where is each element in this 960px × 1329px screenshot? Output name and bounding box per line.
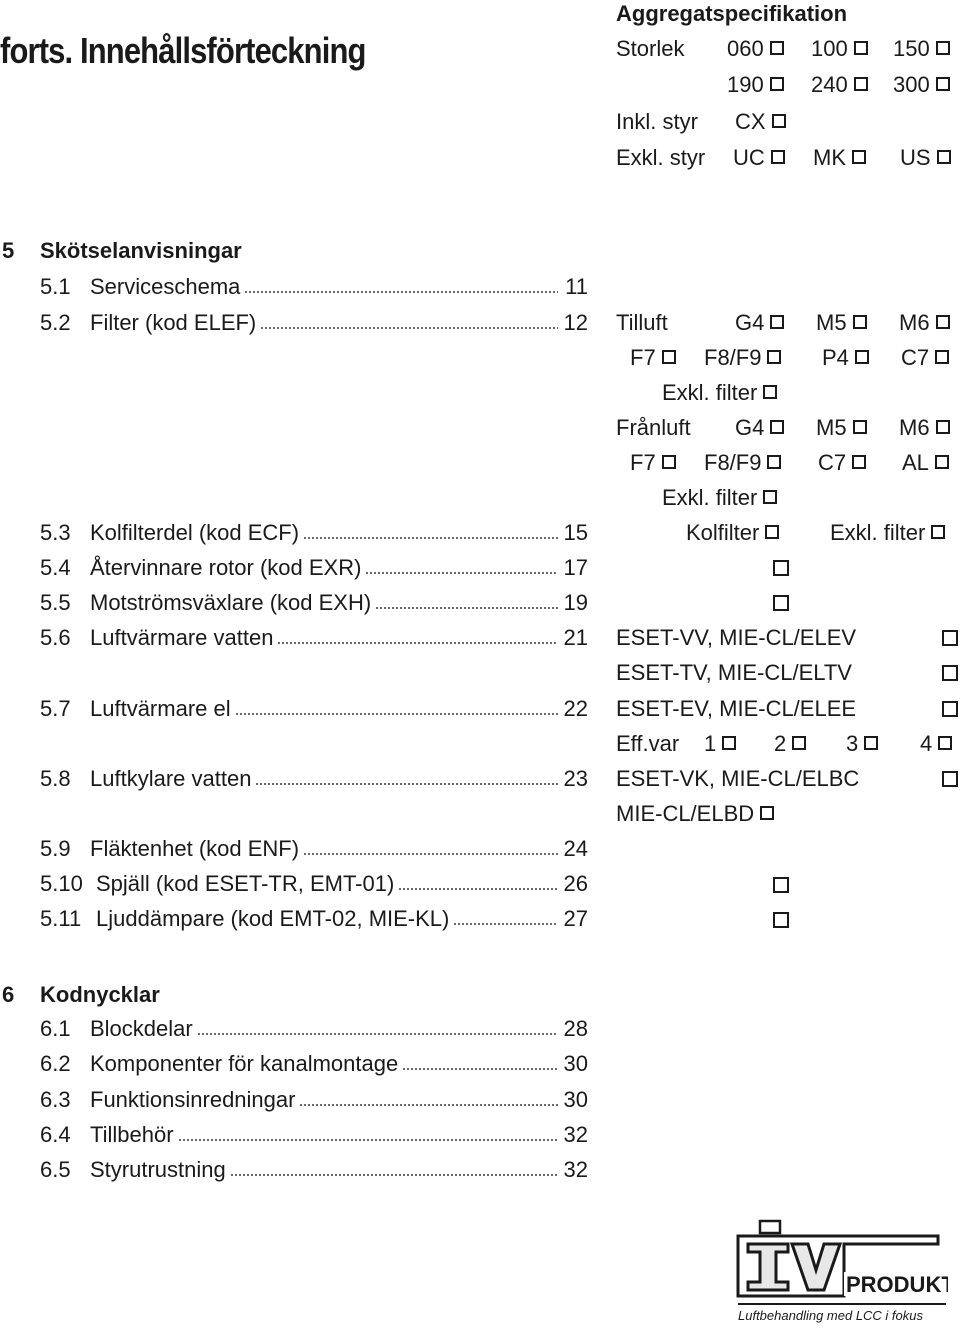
- exkl-filter-option[interactable]: Exkl. filter: [830, 520, 945, 546]
- leader-dots: [303, 852, 558, 856]
- heater-option-label: ESET-VV, MIE-CL/ELEV: [616, 625, 857, 650]
- leader-dots: [244, 290, 558, 294]
- exkl-option[interactable]: MK: [813, 145, 866, 171]
- toc-entry[interactable]: 5.6 Luftvärmare vatten 21: [40, 625, 588, 650]
- spec-heading: Aggregatspecifikation: [616, 1, 848, 26]
- checkbox[interactable]: [767, 350, 781, 364]
- checkbox[interactable]: [937, 150, 951, 164]
- filter-option[interactable]: C7: [901, 345, 949, 371]
- leader-dots: [277, 641, 558, 645]
- checkbox[interactable]: [855, 350, 869, 364]
- toc-entry[interactable]: 5.9 Fläktenhet (kod ENF) 24: [40, 836, 588, 861]
- checkbox[interactable]: [853, 420, 867, 434]
- effvar-label: Eff.var: [616, 731, 680, 756]
- checkbox[interactable]: [852, 150, 866, 164]
- filter-option[interactable]: F8/F9: [704, 450, 781, 476]
- exkl-filter-option[interactable]: Exkl. filter: [662, 485, 777, 511]
- checkbox[interactable]: [936, 420, 950, 434]
- checkbox[interactable]: [935, 350, 949, 364]
- leader-dots: [365, 571, 558, 575]
- exkl-styr-label: Exkl. styr: [616, 145, 706, 170]
- checkbox[interactable]: [722, 736, 736, 750]
- section-number: 5: [2, 238, 15, 263]
- size-option[interactable]: 150: [893, 36, 950, 62]
- checkbox[interactable]: [942, 630, 958, 646]
- size-option[interactable]: 060: [727, 36, 784, 62]
- leader-dots: [235, 712, 558, 716]
- filter-option[interactable]: P4: [822, 345, 869, 371]
- iv-produkt-logo: [732, 1218, 948, 1324]
- checkbox[interactable]: [942, 665, 958, 681]
- checkbox[interactable]: [935, 455, 949, 469]
- filter-option[interactable]: G4: [735, 415, 784, 441]
- leader-dots: [197, 1032, 558, 1036]
- filter-option[interactable]: AL: [902, 450, 949, 476]
- checkbox[interactable]: [773, 595, 789, 611]
- checkbox[interactable]: [771, 150, 785, 164]
- heater-option-label: ESET-VK, MIE-CL/ELBC: [616, 766, 860, 791]
- exkl-option[interactable]: US: [900, 145, 951, 171]
- leader-dots: [230, 1173, 558, 1177]
- toc-entry[interactable]: 5.11 Ljuddämpare (kod EMT-02, MIE-KL) 27: [40, 906, 588, 931]
- checkbox[interactable]: [773, 560, 789, 576]
- page-title: forts. Innehållsförteckning: [0, 30, 366, 71]
- toc-entry[interactable]: 5.1 Serviceschema 11: [40, 274, 588, 299]
- leader-dots: [178, 1138, 558, 1142]
- leader-dots: [453, 922, 558, 926]
- logo-tagline: Luftbehandling med LCC i fokus: [738, 1308, 924, 1323]
- filter-option[interactable]: C7: [818, 450, 866, 476]
- checkbox[interactable]: [931, 525, 945, 539]
- exkl-option[interactable]: UC: [733, 145, 785, 171]
- section-title: Kodnycklar: [40, 982, 160, 1007]
- leader-dots: [299, 1103, 558, 1107]
- size-option[interactable]: 100: [811, 36, 868, 62]
- checkbox[interactable]: [942, 771, 958, 787]
- toc-entry[interactable]: 5.8 Luftkylare vatten 23: [40, 766, 588, 791]
- toc-entry[interactable]: 5.2 Filter (kod ELEF) 12: [40, 310, 588, 335]
- logo-product-text: PRODUKT: [846, 1272, 948, 1297]
- effvar-option[interactable]: 4: [920, 731, 952, 757]
- storlek-label: Storlek: [616, 36, 685, 61]
- toc-entry[interactable]: 6.5 Styrutrustning 32: [40, 1157, 588, 1182]
- checkbox[interactable]: [854, 41, 868, 55]
- checkbox[interactable]: [936, 77, 950, 91]
- filter-option[interactable]: F7: [630, 450, 676, 476]
- tilluft-label: Tilluft: [616, 310, 668, 335]
- inkl-styr-label: Inkl. styr: [616, 109, 698, 134]
- inkl-option[interactable]: CX: [735, 109, 786, 135]
- checkbox[interactable]: [763, 490, 777, 504]
- toc-entry[interactable]: 6.1 Blockdelar 28: [40, 1016, 588, 1041]
- toc-entry[interactable]: 5.4 Återvinnare rotor (kod EXR) 17: [40, 555, 588, 580]
- checkbox[interactable]: [770, 77, 784, 91]
- leader-dots: [260, 326, 558, 330]
- checkbox[interactable]: [942, 701, 958, 717]
- filter-option[interactable]: M5: [816, 310, 867, 336]
- checkbox[interactable]: [662, 455, 676, 469]
- size-option[interactable]: 240: [811, 72, 868, 98]
- checkbox[interactable]: [765, 525, 779, 539]
- checkbox[interactable]: [853, 315, 867, 329]
- filter-option[interactable]: G4: [735, 310, 784, 336]
- filter-option[interactable]: M5: [816, 415, 867, 441]
- checkbox[interactable]: [772, 114, 786, 128]
- checkbox[interactable]: [767, 455, 781, 469]
- checkbox[interactable]: [773, 912, 789, 928]
- size-option[interactable]: 300: [893, 72, 950, 98]
- effvar-option[interactable]: 1: [704, 731, 736, 757]
- toc-entry[interactable]: 5.7 Luftvärmare el 22: [40, 696, 588, 721]
- iv-logo-icon: [732, 1218, 948, 1324]
- leader-dots: [375, 606, 558, 610]
- checkbox[interactable]: [770, 41, 784, 55]
- toc-entry[interactable]: 6.2 Komponenter för kanalmontage 30: [40, 1051, 588, 1076]
- checkbox[interactable]: [662, 350, 676, 364]
- section-title: Skötselanvisningar: [40, 238, 242, 263]
- filter-option[interactable]: F8/F9: [704, 345, 781, 371]
- section-number: 6: [2, 982, 15, 1007]
- toc-entry[interactable]: 5.3 Kolfilterdel (kod ECF) 15: [40, 520, 588, 545]
- checkbox[interactable]: [864, 736, 878, 750]
- leader-dots: [398, 887, 558, 891]
- franluft-label: Frånluft: [616, 415, 691, 440]
- checkbox[interactable]: [852, 455, 866, 469]
- checkbox[interactable]: [760, 806, 774, 820]
- checkbox[interactable]: [936, 315, 950, 329]
- toc-entry[interactable]: 6.3 Funktionsinredningar 30: [40, 1087, 588, 1112]
- heater-option-label: ESET-TV, MIE-CL/ELTV: [616, 660, 852, 685]
- checkbox[interactable]: [770, 420, 784, 434]
- leader-dots: [402, 1067, 558, 1071]
- toc-entry[interactable]: 5.5 Motströmsväxlare (kod EXH) 19: [40, 590, 588, 615]
- toc-entry[interactable]: 5.10 Spjäll (kod ESET-TR, EMT-01) 26: [40, 871, 588, 896]
- filter-option[interactable]: M6: [899, 415, 950, 441]
- checkbox[interactable]: [773, 877, 789, 893]
- kolfilter-option[interactable]: Kolfilter: [686, 520, 779, 546]
- effvar-option[interactable]: 2: [774, 731, 806, 757]
- filter-option[interactable]: M6: [899, 310, 950, 336]
- heater-option-label: ESET-EV, MIE-CL/ELEE: [616, 696, 857, 721]
- size-option[interactable]: 190: [727, 72, 784, 98]
- checkbox[interactable]: [938, 736, 952, 750]
- heater-option[interactable]: MIE-CL/ELBD: [616, 801, 774, 827]
- checkbox[interactable]: [936, 41, 950, 55]
- checkbox[interactable]: [792, 736, 806, 750]
- checkbox[interactable]: [854, 77, 868, 91]
- effvar-option[interactable]: 3: [846, 731, 878, 757]
- toc-entry[interactable]: 6.4 Tillbehör 32: [40, 1122, 588, 1147]
- checkbox[interactable]: [763, 385, 777, 399]
- leader-dots: [303, 536, 558, 540]
- exkl-filter-option[interactable]: Exkl. filter: [662, 380, 777, 406]
- leader-dots: [255, 782, 558, 786]
- checkbox[interactable]: [770, 315, 784, 329]
- filter-option[interactable]: F7: [630, 345, 676, 371]
